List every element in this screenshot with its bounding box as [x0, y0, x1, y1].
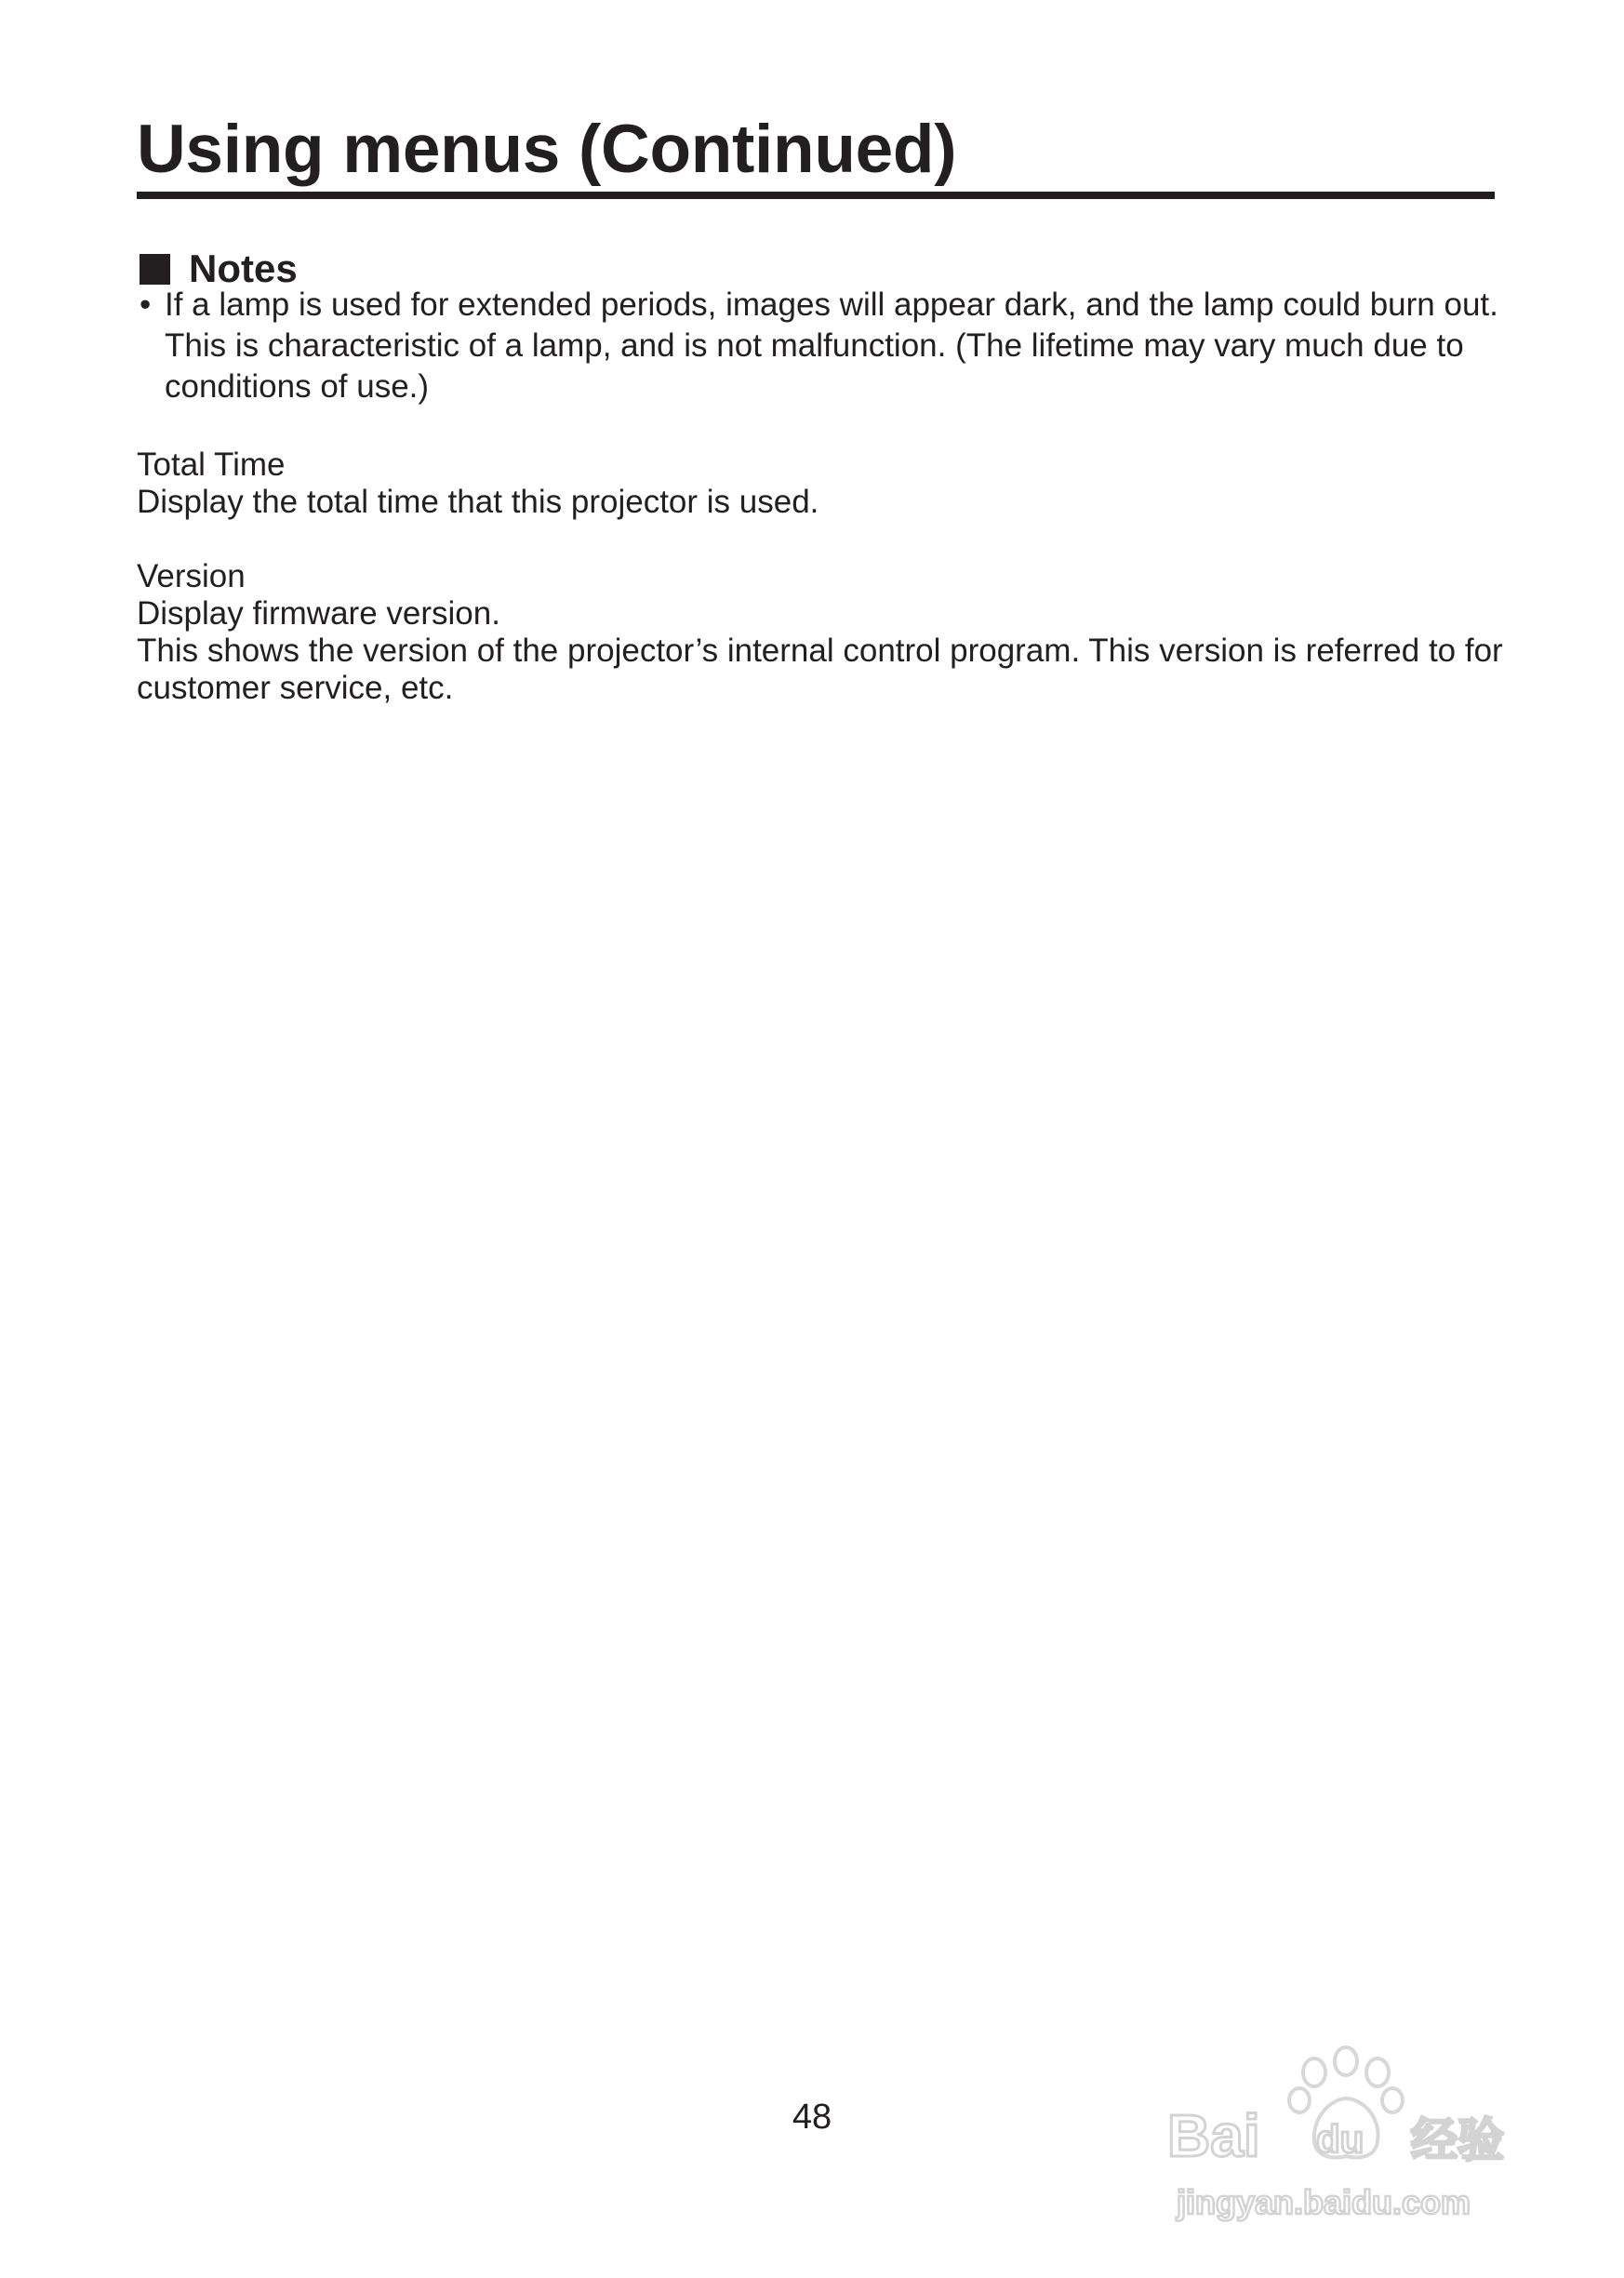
watermark-cn: 经验 [1411, 2113, 1504, 2167]
baidu-watermark [1149, 2037, 1539, 2242]
notes-label: Notes [189, 246, 298, 290]
version-section [137, 558, 1504, 707]
notes-list-item [137, 285, 1504, 407]
total-time-heading: Total Time [137, 446, 286, 483]
total-time-section [137, 446, 1504, 521]
page-number: 48 [792, 2098, 832, 2137]
page-title: Using menus (Continued) [137, 112, 957, 187]
watermark-url: jingyan.baidu.com [1177, 2183, 1471, 2221]
square-bullet-icon [140, 254, 170, 285]
note-text: If a lamp is used for extended periods, images will appear dark, and the lamp could burn out. This is characteristic of a lamp, and is not malfunction. (The lifetime may vary much due to conditions of use.) [165, 286, 1498, 405]
watermark-brand: Bai [1167, 2102, 1260, 2169]
version-description: Display firmware version. [137, 595, 500, 632]
title-underline [137, 192, 1495, 199]
watermark-du: du [1316, 2117, 1364, 2161]
version-detail: This shows the version of the projector’s internal control program. This version is referred to for customer service, etc. [137, 633, 1503, 706]
total-time-description: Display the total time that this projector is used. [137, 484, 819, 520]
bullet-marker: • [140, 286, 152, 323]
version-heading: Version [137, 558, 246, 594]
